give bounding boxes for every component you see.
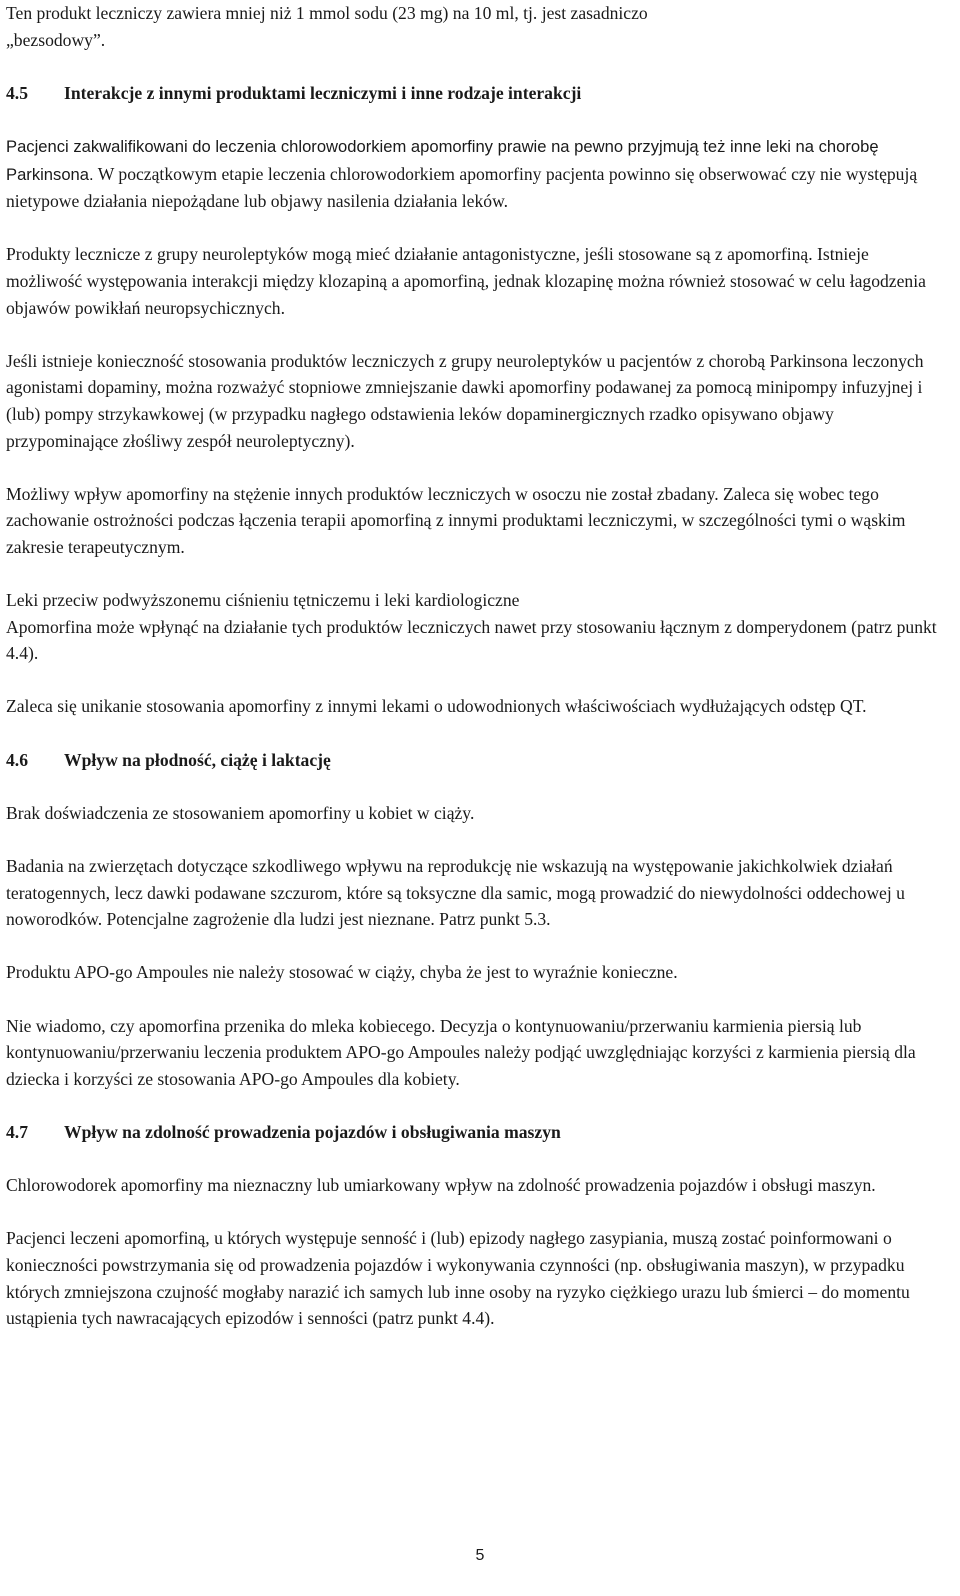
paragraph-4-5-1-part-b: W początkowym etapie leczenia chlorowodorkiem apomorfiny pacjenta powinno się obserwować czy nie występują nietypowe działania niepożądane lub objawy nasilenia działania leków. [6, 163, 918, 212]
sodium-note-line-2: „bezsodowy”. [6, 29, 106, 50]
paragraph-4-6-4: Nie wiadomo, czy apomorfina przenika do mleka kobiecego. Decyzja o kontynuowaniu/przerwaniu karmienia piersią lub kontynuowaniu/przerwaniu leczenia produktem APO-go Ampoules należy podjąć uwzględniając korzyści z karmienia piersią dla dziecka i korzyści ze stosowania APO-go Ampoules dla kobiety. [6, 1015, 916, 1089]
paragraph-4-5-2: Produkty lecznicze z grupy neuroleptyków mogą mieć działanie antagonistyczne, jeśli stosowane są z apomorfiną. Istnieje możliwość występowania interakcji między klozapiną a apomorfiną, jednak klozapinę można również stosować w celu łagodzenia objawów powikłań neuropsychicznych. [6, 244, 926, 318]
paragraph-4-5-4: Możliwy wpływ apomorfiny na stężenie innych produktów leczniczych w osoczu nie został zbadany. Zaleca się wobec tego zachowanie ostrożności podczas łączenia terapii apomorfiną z innymi produktami leczniczymi, w szczególności tymi o wąskim zakresie terapeutycznym. [6, 483, 906, 557]
paragraph-4-5-5 [6, 587, 940, 667]
section-title-4-7: Wpływ na zdolność prowadzenia pojazdów i obsługiwania maszyn [64, 1121, 561, 1142]
document-page [6, 0, 940, 1358]
paragraph-4-6-1: Brak doświadczenia ze stosowaniem apomorfiny u kobiet w ciąży. [6, 802, 475, 823]
section-title-4-6: Wpływ na płodność, ciążę i laktację [64, 749, 331, 770]
paragraph-4-7-2: Pacjenci leczeni apomorfiną, u których występuje senność i (lub) epizody nagłego zasypiania, muszą zostać poinformowani o konieczności powstrzymania się od prowadzenia pojazdów i wykonywania czynności (np. obsługiwania maszyn), w przypadku których zmniejszona czujność mogłaby narazić ich samych lub inne osoby na ryzyko ciężkiego urazu lub śmierci – do momentu ustąpienia tych nawracających epizodów i senności (patrz punkt 4.4). [6, 1228, 910, 1329]
paragraph-4-5-5-body: Apomorfina może wpłynąć na działanie tych produktów leczniczych nawet przy stosowaniu łącznym z domperydonem (patrz punkt 4.4). [6, 616, 937, 664]
paragraph-4-5-1 [6, 133, 940, 215]
sodium-note [6, 0, 940, 53]
sodium-note-line-1: Ten produkt leczniczy zawiera mniej niż 1 mmol sodu (23 mg) na 10 ml, tj. jest zasadniczo [6, 3, 648, 23]
section-number-4-6: 4.6 [6, 749, 28, 770]
paragraph-4-5-1-part-a: Pacjenci zakwalifikowani do leczenia chlorowodorkiem apomorfiny prawie na pewno przyjmują też inne leki na chorobę Parkinsona. [6, 136, 879, 184]
paragraph-4-6-3: Produktu APO-go Ampoules nie należy stosować w ciąży, chyba że jest to wyraźnie konieczne. [6, 962, 678, 983]
page-number: 5 [475, 1547, 485, 1564]
section-heading-4-7 [6, 1119, 940, 1146]
section-number-4-5: 4.5 [6, 82, 28, 103]
paragraph-4-7-1: Chlorowodorek apomorfiny ma nieznaczny lub umiarkowany wpływ na zdolność prowadzenia pojazdów i obsługi maszyn. [6, 1175, 876, 1196]
section-title-4-5: Interakcje z innymi produktami leczniczymi i inne rodzaje interakcji [64, 82, 582, 103]
paragraph-4-5-6: Zaleca się unikanie stosowania apomorfiny z innymi lekami o udowodnionych właściwościach wydłużających odstęp QT. [6, 696, 867, 717]
section-heading-4-5 [6, 80, 940, 107]
paragraph-4-6-2: Badania na zwierzętach dotyczące szkodliwego wpływu na reprodukcję nie wskazują na występowanie jakichkolwiek działań teratogennych, lecz dawki podawane szczurom, które są toksyczne dla samic, mogą prowadzić do niewydolności oddechowej u noworodków. Potencjalne zagrożenie dla ludzi jest nieznane. Patrz punkt 5.3. [6, 856, 905, 930]
paragraph-4-5-5-subtitle: Leki przeciw podwyższonemu ciśnieniu tętniczemu i leki kardiologiczne [6, 590, 520, 611]
section-heading-4-6 [6, 747, 940, 774]
paragraph-4-5-3: Jeśli istnieje konieczność stosowania produktów leczniczych z grupy neuroleptyków u pacjentów z chorobą Parkinsona leczonych agonistami dopaminy, można rozważyć stopniowe zmniejszanie dawki apomorfiny podawanej za pomocą minipompy infuzyjnej i (lub) pompy strzykawkowej (w przypadku nagłego odstawienia leków dopaminergicznych rzadko opisywano objawy przypominające złośliwy zespół neuroleptyczny). [6, 350, 924, 451]
section-number-4-7: 4.7 [6, 1121, 28, 1142]
